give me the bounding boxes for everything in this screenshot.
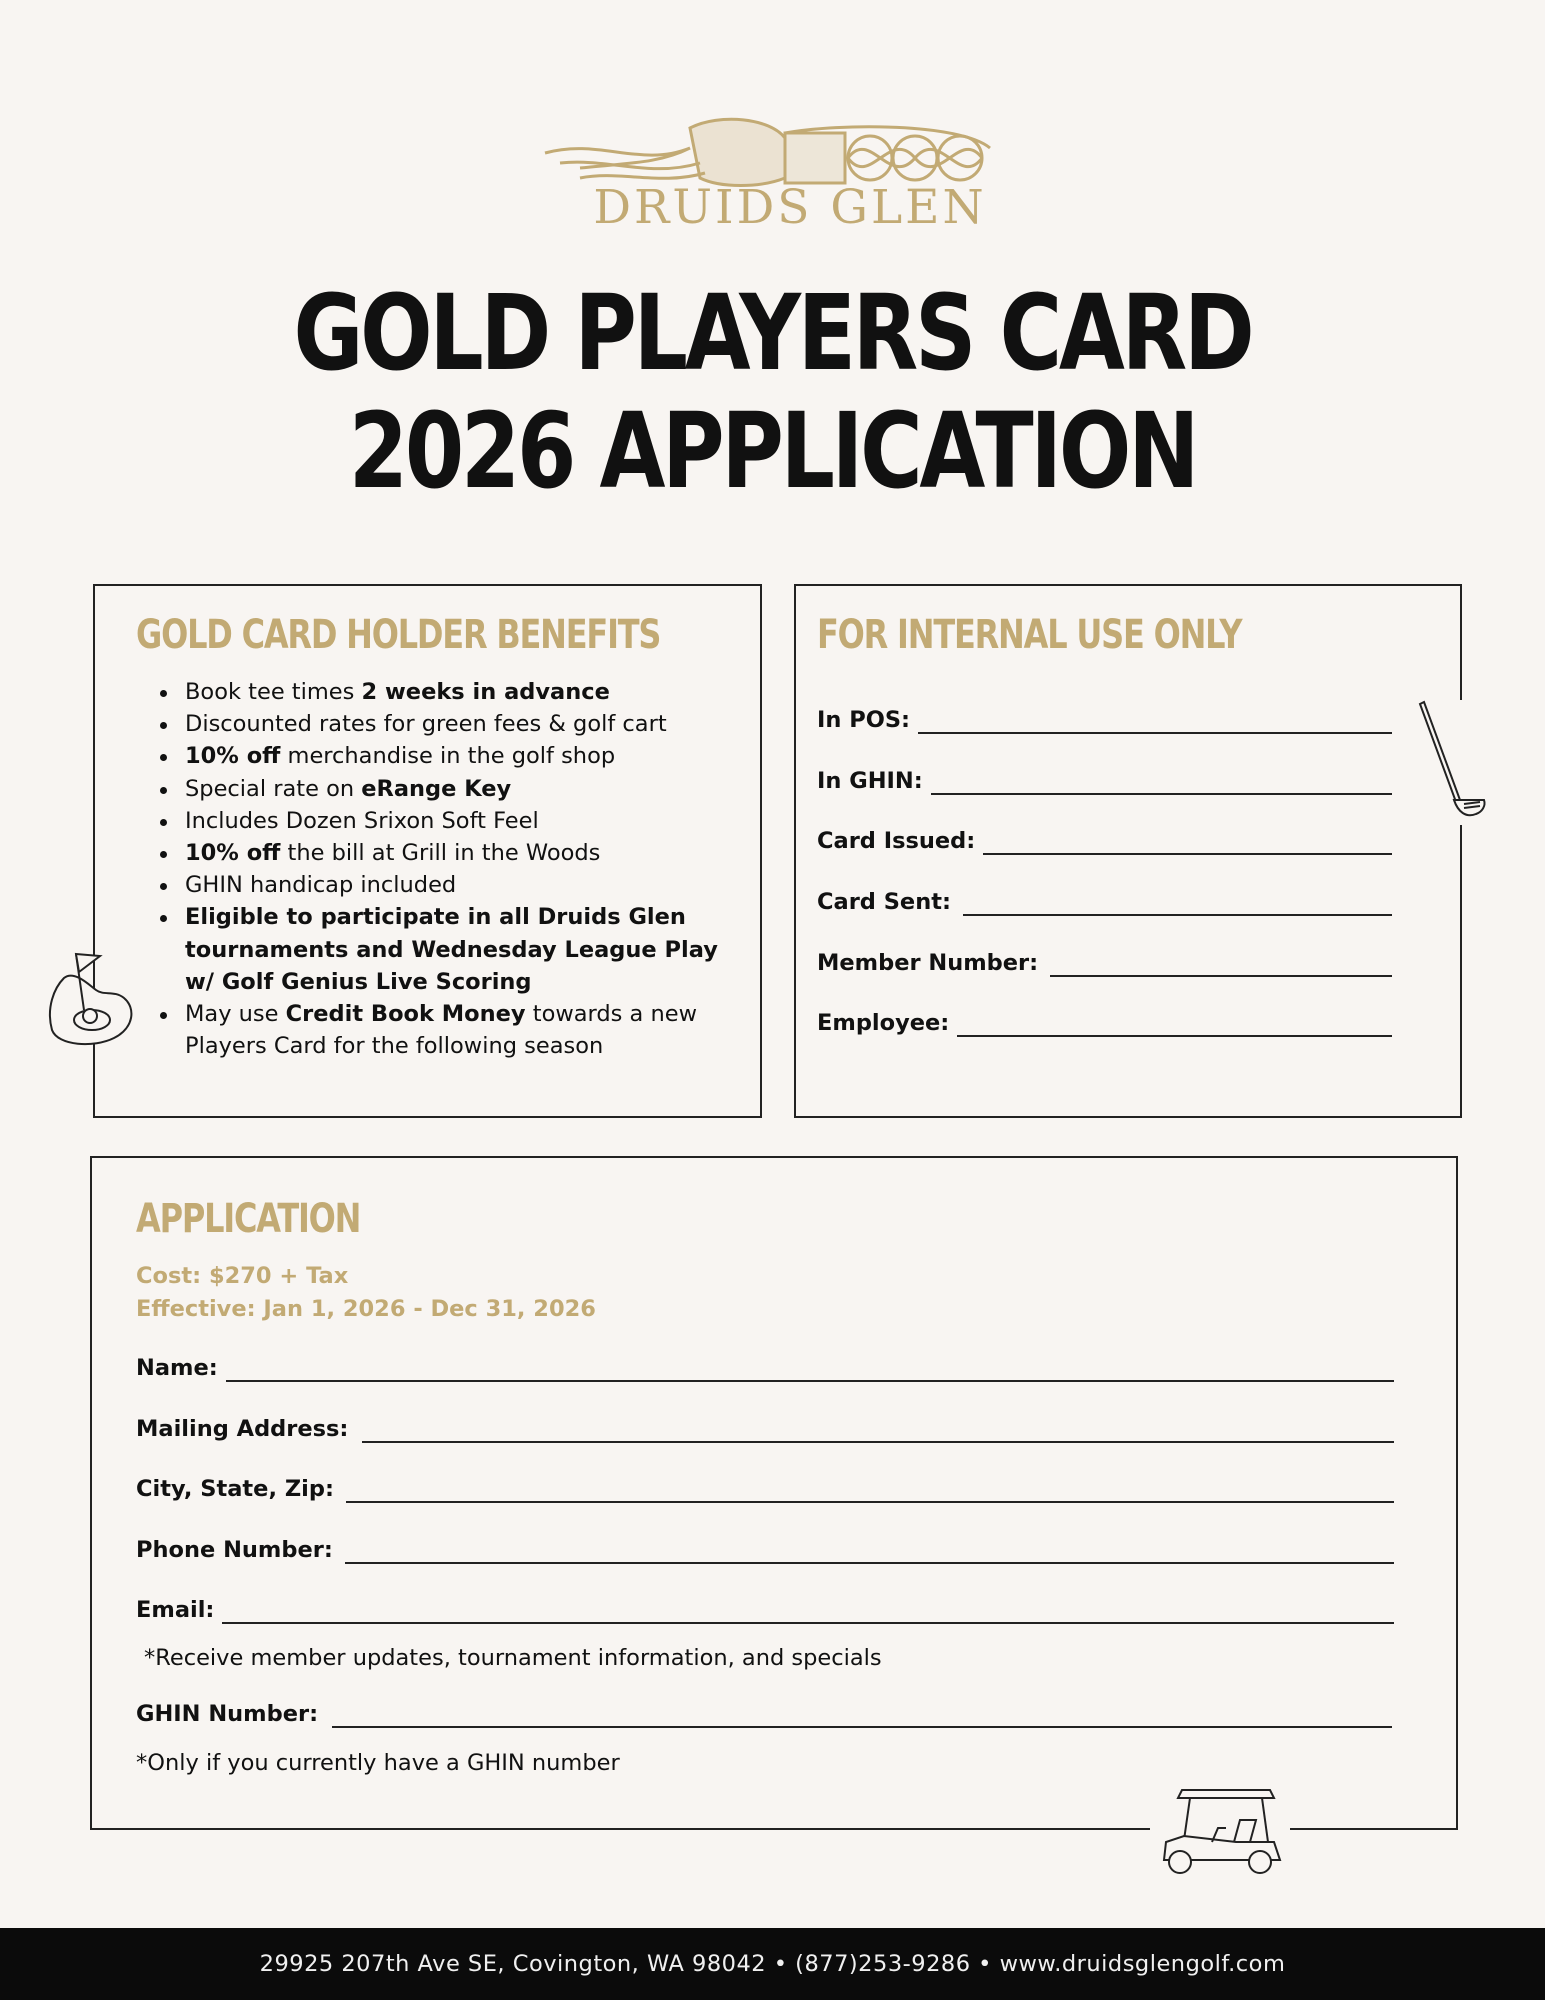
in-pos-label: In POS: — [817, 707, 911, 733]
benefit-text-bold: 10% off — [185, 840, 281, 867]
benefit-text-post: towards a new Players Card for the following season — [185, 1001, 697, 1060]
card-issued-line[interactable] — [983, 829, 1392, 855]
benefit-text-pre: May use — [185, 1001, 286, 1028]
benefit-item — [160, 773, 720, 805]
in-ghin-line[interactable] — [931, 769, 1392, 795]
mailing-address-label: Mailing Address: — [136, 1416, 349, 1442]
email-note: *Receive member updates, tournament information, and specials — [144, 1645, 882, 1671]
name-input-line[interactable] — [226, 1356, 1394, 1382]
footer-contact-bar — [0, 1928, 1545, 2000]
benefit-text-bold: eRange Key — [361, 775, 512, 802]
page-title-line-2: 2026 APPLICATION — [348, 390, 1197, 512]
benefit-item — [160, 740, 720, 772]
mailing-address-input-line[interactable] — [362, 1417, 1394, 1443]
benefit-text-pre: Includes Dozen Srixon Soft Feel — [185, 807, 539, 834]
member-number-field[interactable] — [817, 949, 1392, 977]
footer-contact-text: 29925 207th Ave SE, Covington, WA 98042 • (877)253-9286 • www.druidsglengolf.com — [259, 1951, 1286, 1977]
name-label: Name: — [136, 1355, 218, 1381]
benefit-text-bold: Eligible to participate in all Druids Glen tournaments and Wednesday League Play w/ Golf Genius Live Scoring — [185, 904, 718, 995]
internal-heading: FOR INTERNAL USE ONLY — [817, 612, 1242, 658]
benefit-item — [160, 998, 720, 1062]
card-sent-label: Card Sent: — [817, 889, 951, 915]
employee-label: Employee: — [817, 1010, 950, 1036]
ghin-number-input-line[interactable] — [332, 1702, 1392, 1728]
member-number-line[interactable] — [1050, 951, 1392, 977]
city-state-zip-label: City, State, Zip: — [136, 1476, 334, 1502]
card-sent-field[interactable] — [817, 888, 1392, 916]
benefit-item — [160, 869, 720, 901]
benefit-text-post: merchandise in the golf shop — [280, 743, 616, 770]
ghin-number-label: GHIN Number: — [136, 1701, 319, 1727]
in-pos-field[interactable] — [817, 706, 1392, 734]
benefit-text-bold: 10% off — [185, 743, 281, 770]
benefit-item — [160, 837, 720, 869]
phone-number-field[interactable] — [136, 1536, 1394, 1564]
city-state-zip-field[interactable] — [136, 1475, 1394, 1503]
ghin-note: *Only if you currently have a GHIN number — [136, 1750, 620, 1776]
ghin-number-field[interactable] — [136, 1700, 1392, 1728]
benefit-text-pre: Discounted rates for green fees & golf cart — [185, 711, 667, 738]
benefits-heading: GOLD CARD HOLDER BENEFITS — [136, 612, 661, 658]
benefit-item — [160, 805, 720, 837]
in-ghin-label: In GHIN: — [817, 768, 923, 794]
cost-text: Cost: $270 + Tax — [136, 1263, 349, 1289]
employee-field[interactable] — [817, 1009, 1392, 1037]
card-issued-field[interactable] — [817, 827, 1392, 855]
email-field[interactable] — [136, 1596, 1394, 1624]
page-title-line-1: GOLD PLAYERS CARD — [293, 272, 1252, 394]
phone-number-label: Phone Number: — [136, 1537, 333, 1563]
benefit-text-bold: 2 weeks in advance — [361, 679, 610, 705]
benefit-text-pre: GHIN handicap included — [185, 872, 457, 899]
golf-club-icon — [1416, 700, 1496, 825]
application-heading: APPLICATION — [136, 1196, 361, 1242]
golf-cart-icon — [1150, 1780, 1290, 1880]
effective-dates: Effective: Jan 1, 2026 - Dec 31, 2026 — [136, 1296, 596, 1322]
member-number-label: Member Number: — [817, 950, 1039, 976]
benefit-text-pre: Book tee times — [185, 679, 362, 705]
benefit-text-bold: Credit Book Money — [285, 1001, 526, 1028]
benefit-item — [160, 676, 720, 708]
in-pos-line[interactable] — [918, 708, 1392, 734]
employee-line[interactable] — [957, 1011, 1392, 1037]
in-ghin-field[interactable] — [817, 767, 1392, 795]
benefit-item — [160, 708, 720, 740]
benefit-text-post: the bill at Grill in the Woods — [280, 840, 601, 867]
phone-number-input-line[interactable] — [345, 1538, 1394, 1564]
card-sent-line[interactable] — [963, 890, 1392, 916]
benefits-list — [160, 676, 720, 1062]
mailing-address-field[interactable] — [136, 1415, 1394, 1443]
golf-hole-flag-icon — [44, 948, 136, 1050]
logo-wordmark: DRUIDS GLEN — [593, 180, 987, 235]
benefit-item — [160, 901, 720, 998]
city-state-zip-input-line[interactable] — [346, 1477, 1394, 1503]
card-issued-label: Card Issued: — [817, 828, 976, 854]
email-input-line[interactable] — [222, 1598, 1394, 1624]
email-label: Email: — [136, 1597, 215, 1623]
name-field[interactable] — [136, 1354, 1394, 1382]
benefit-text-pre: Special rate on — [185, 775, 362, 802]
